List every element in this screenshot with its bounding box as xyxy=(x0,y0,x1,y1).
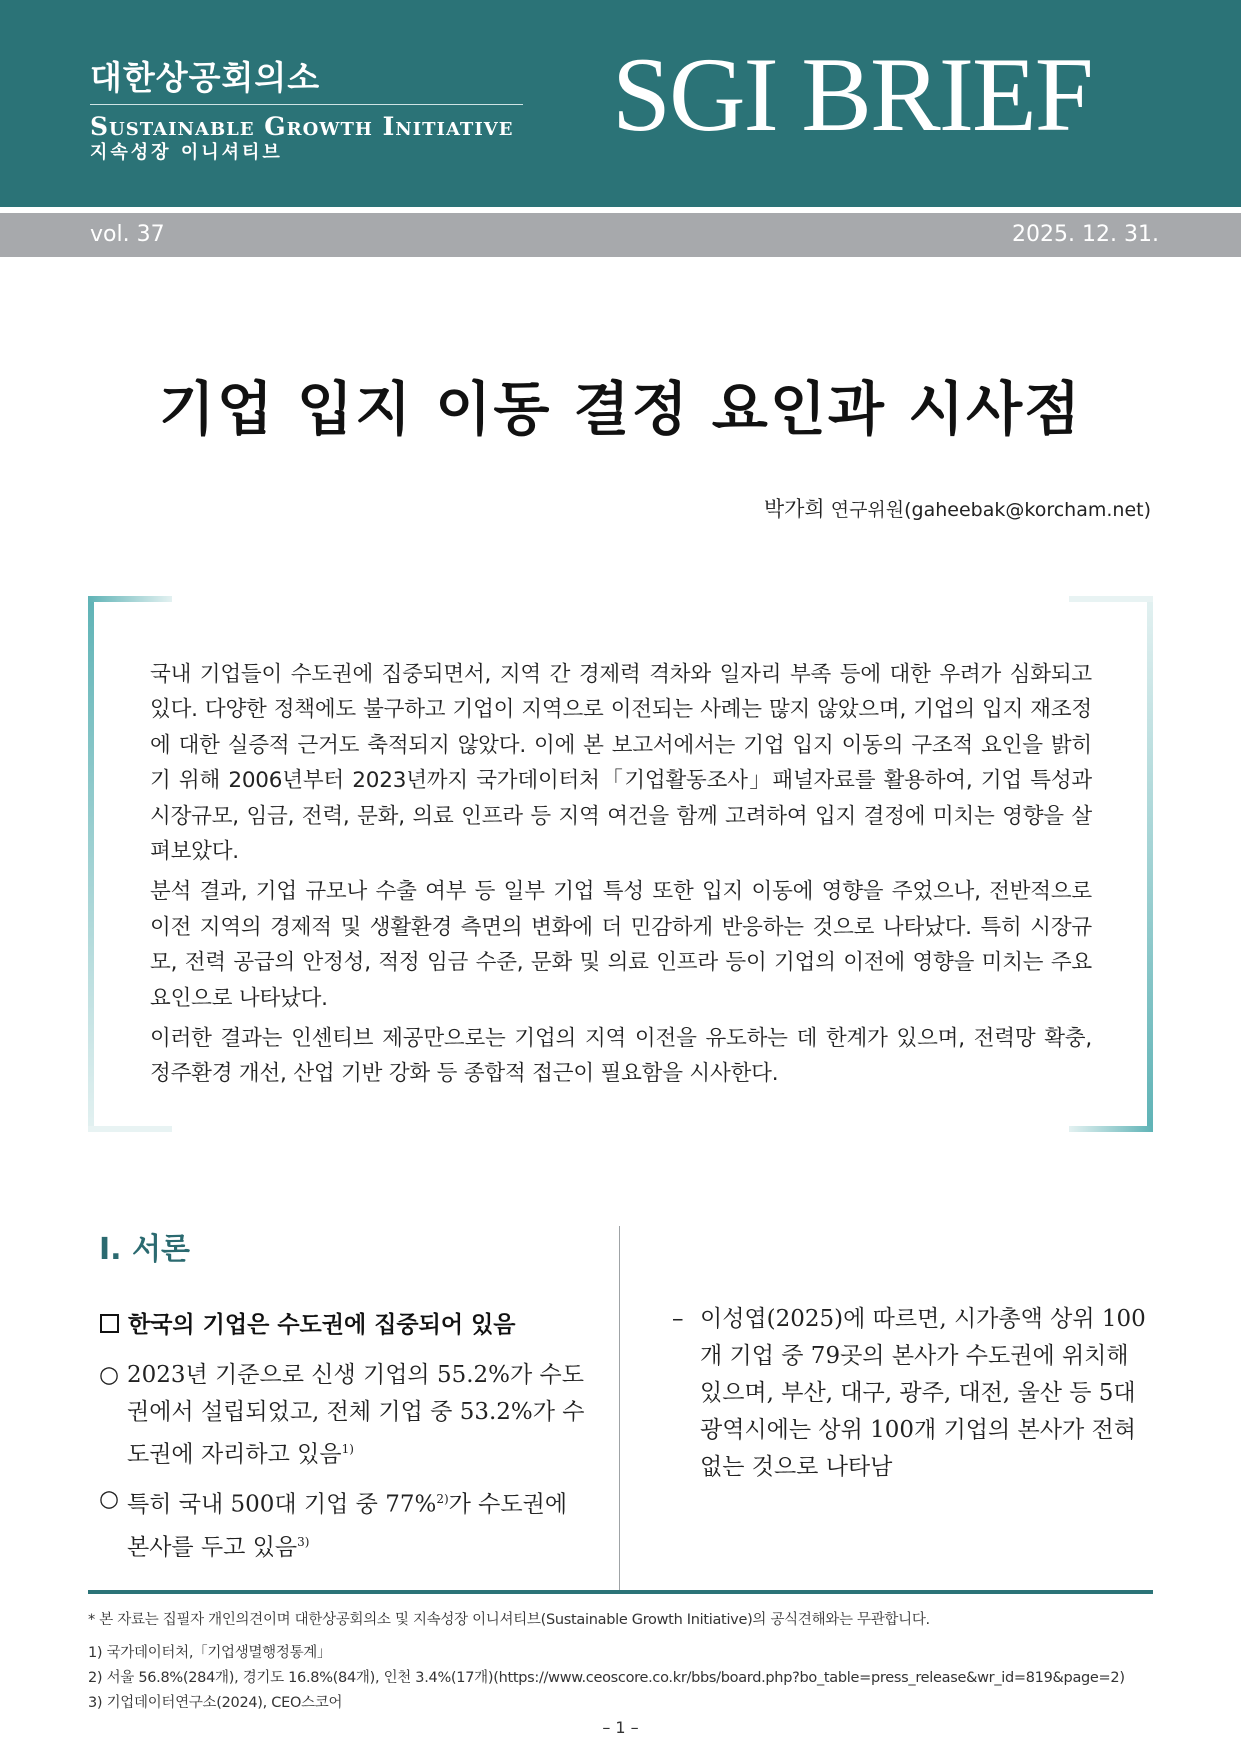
footnote: 2) 서울 56.8%(284개), 경기도 16.8%(84개), 인천 3.4%(17개)(https://www.ceoscore.co.kr/bbs/board.php?bo_table=press_release&wr_id=819&page=2) xyxy=(88,1670,1125,1686)
bullet-text: 2023년 기준으로 신생 기업의 55.2%가 수도권에서 설립되었고, 전체 기업 중 53.2%가 수도권에 자리하고 있음 xyxy=(127,1362,585,1468)
bullet-text: 가 수도권에 본사를 두고 있음 xyxy=(127,1491,568,1561)
footnote-ref: 2) xyxy=(436,1492,449,1506)
page-number: – 1 – xyxy=(602,1718,639,1737)
footnote-ref: 1) xyxy=(341,1442,354,1456)
bullet-item xyxy=(672,1301,1152,1486)
footnote-ref: 3) xyxy=(297,1534,310,1549)
bullet-item xyxy=(99,1357,589,1474)
circle-bullet-icon: ○ xyxy=(99,1486,120,1512)
footnote: 3) 기업데이터연구소(2024), CEO스코어 xyxy=(88,1695,343,1711)
bullet-item xyxy=(99,1481,589,1566)
publication-date: 2025. 12. 31. xyxy=(1012,222,1159,247)
author-name: 박가희 xyxy=(763,497,825,521)
footer-rule xyxy=(88,1590,1153,1594)
section-title: Ⅰ. 서론 xyxy=(99,1232,190,1267)
author-line xyxy=(764,493,1151,523)
org-divider xyxy=(90,104,523,105)
dash-bullet-icon: – xyxy=(672,1306,684,1332)
subsection-heading xyxy=(100,1306,516,1339)
report-title: 기업 입지 이동 결정 요인과 시사점 xyxy=(158,375,1083,443)
volume-number: vol. 37 xyxy=(90,222,165,247)
abstract-paragraph: 분석 결과, 기업 규모나 수출 여부 등 일부 기업 특성 또한 입지 이동에 영향을 주었으나, 전반적으로 이전 지역의 경제적 및 생활환경 측면의 변화에 더 민감하게 반응하는 것으로 나타났다. 특히 시장규모, 전력 공급의 안정성, 적정 임금 수준, 문화 및 의료 인프라 등이 기업의 이전에 영향을 미치는 주요 요인으로 나타났다. xyxy=(150,879,1092,1011)
org-name-korean: 대한상공회의소 xyxy=(90,58,321,97)
org-subtitle: 지속성장 이니셔티브 xyxy=(90,142,283,163)
author-role-email: 연구위원(gaheebak@korcham.net) xyxy=(830,499,1151,521)
header-banner xyxy=(0,0,1241,207)
publication-title: SGI BRIEF xyxy=(612,36,1092,153)
circle-bullet-icon: ○ xyxy=(99,1362,120,1388)
footnotes xyxy=(88,1608,1158,1716)
bullet-text: 특히 국내 500대 기업 중 77% xyxy=(127,1491,437,1518)
disclaimer: * 본 자료는 집필자 개인의견이며 대한상공회의소 및 지속성장 이니셔티브(Sustainable Growth Initiative)의 공식견해와는 무관합니다. xyxy=(88,1612,930,1628)
bullet-text: 이성엽(2025)에 따르면, 시가총액 상위 100개 기업 중 79곳의 본사가 수도권에 위치해 있으며, 부산, 대구, 광주, 대전, 울산 등 5대 광역시에는 상위 100개 기업의 본사가 전혀 없는 것으로 나타남 xyxy=(700,1306,1146,1480)
subsection-heading-text: 한국의 기업은 수도권에 집중되어 있음 xyxy=(128,1312,516,1338)
checkbox-square-icon xyxy=(100,1314,119,1333)
footnote: 1) 국가데이터처,「기업생멸행정통계」 xyxy=(88,1645,332,1661)
abstract-paragraph: 이러한 결과는 인센티브 제공만으로는 기업의 지역 이전을 유도하는 데 한계가 있으며, 전력망 확충, 정주환경 개선, 산업 기반 강화 등 종합적 접근이 필요함을 시사한다. xyxy=(150,1026,1092,1087)
abstract-paragraph: 국내 기업들이 수도권에 집중되면서, 지역 간 경제력 격차와 일자리 부족 등에 대한 우려가 심화되고 있다. 다양한 정책에도 불구하고 기업이 지역으로 이전되는 사례는 많지 않았으며, 기업의 입지 재조정에 대한 실증적 근거도 축적되지 않았다. 이에 본 보고서에서는 기업 입지 이동의 구조적 요인을 밝히기 위해 2006년부터 2023년까지 국가데이터처「기업활동조사」패널자료를 활용하여, 기업 특성과 시장규모, 임금, 전력, 문화, 의료 인프라 등 지역 여건을 함께 고려하여 입지 결정에 미치는 영향을 살펴보았다. xyxy=(150,662,1092,865)
column-divider xyxy=(619,1226,620,1591)
volume-bar xyxy=(0,213,1241,257)
org-name-english: Sustainable Growth Initiative xyxy=(90,112,514,141)
abstract-text xyxy=(150,657,1092,1097)
